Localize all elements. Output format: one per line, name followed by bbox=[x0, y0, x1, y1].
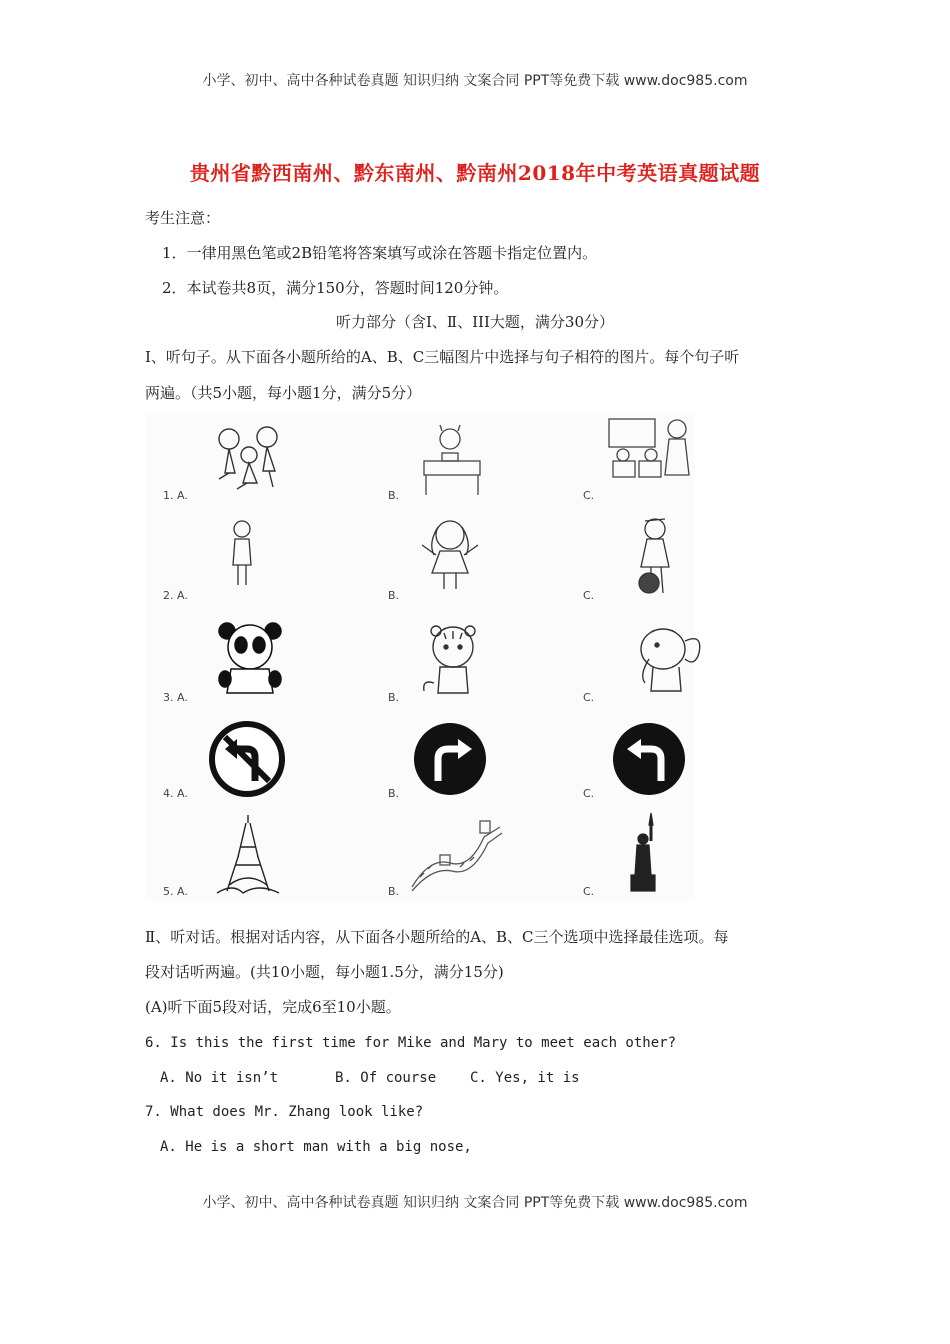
picture-option: B. bbox=[360, 809, 550, 906]
girl-standing-icon bbox=[227, 517, 257, 589]
picture-option: 2. A. bbox=[145, 513, 335, 610]
picture-option: C. bbox=[565, 615, 755, 712]
turn-right-sign-icon bbox=[410, 719, 490, 799]
listening-heading: 听力部分（含Ⅰ、Ⅱ、III大题，满分30分） bbox=[336, 313, 614, 331]
question-7: 7. What does Mr. Zhang look like? bbox=[145, 1104, 424, 1120]
section1-instruction: 两遍。（共5小题，每小题1分，满分5分） bbox=[145, 384, 422, 402]
picture-option: C. bbox=[565, 711, 755, 808]
children-playing-icon bbox=[207, 421, 297, 496]
subsection-a: (A)听下面5段对话，完成6至10小题。 bbox=[145, 998, 401, 1016]
picture-option: 3. A. bbox=[145, 615, 335, 712]
notice-heading: 考生注意： bbox=[145, 209, 221, 227]
picture-option: C. bbox=[565, 809, 755, 906]
no-left-turn-sign-icon bbox=[207, 719, 287, 799]
picture-option: C. bbox=[565, 413, 755, 510]
statue-of-liberty-icon bbox=[625, 811, 665, 895]
panda-icon bbox=[217, 619, 283, 699]
child-at-desk-icon bbox=[412, 421, 492, 499]
picture-option: B. bbox=[360, 711, 550, 808]
option-a: A. He is a short man with a big nose, bbox=[160, 1139, 472, 1155]
picture-grid bbox=[145, 413, 695, 901]
classroom-with-teacher-icon bbox=[599, 415, 699, 497]
page-title: 贵州省黔西南州、黔东南州、黔南州2018年中考英语真题试题 bbox=[189, 161, 761, 185]
option-b: B. Of course bbox=[335, 1070, 437, 1086]
option-a: A. No it isn’t bbox=[160, 1070, 279, 1086]
footer-banner: 小学、初中、高中各种试卷真题 知识归纳 文案合同 PPT等免费下载 www.doc985.com bbox=[202, 1195, 748, 1211]
great-wall-icon bbox=[410, 817, 506, 893]
tiger-icon bbox=[420, 619, 486, 699]
header-banner: 小学、初中、高中各种试卷真题 知识归纳 文案合同 PPT等免费下载 www.doc985.com bbox=[202, 73, 748, 89]
picture-option: B. bbox=[360, 615, 550, 712]
girl-with-pumpkin-icon bbox=[627, 513, 687, 599]
section1-instruction: Ⅰ、听句子。从下面各小题所给的A、B、C三幅图片中选择与句子相符的图片。每个句子听 bbox=[145, 348, 740, 366]
picture-option: 5. A. bbox=[145, 809, 335, 906]
picture-option: B. bbox=[360, 513, 550, 610]
notice-item: 2．本试卷共8页，满分150分，答题时间120分钟。 bbox=[162, 279, 509, 297]
turn-left-sign-icon bbox=[609, 719, 689, 799]
question-6: 6. Is this the first time for Mike and Mary to meet each other? bbox=[145, 1035, 677, 1051]
picture-option: C. bbox=[565, 513, 755, 610]
eiffel-tower-icon bbox=[213, 813, 283, 895]
notice-item: 1．一律用黑色笔或2B铅笔将答案填写或涂在答题卡指定位置内。 bbox=[162, 244, 598, 262]
section2-instruction: 段对话听两遍。(共10小题，每小题1.5分，满分15分) bbox=[145, 963, 504, 981]
girl-crying-icon bbox=[418, 515, 484, 593]
elephant-icon bbox=[629, 619, 709, 697]
picture-option: 1. A. bbox=[145, 413, 335, 510]
picture-option: B. bbox=[360, 413, 550, 510]
picture-option: 4. A. bbox=[145, 711, 335, 808]
option-c: C. Yes, it is bbox=[470, 1070, 580, 1086]
section2-instruction: Ⅱ、听对话。根据对话内容，从下面各小题所给的A、B、C三个选项中选择最佳选项。每 bbox=[145, 928, 729, 946]
